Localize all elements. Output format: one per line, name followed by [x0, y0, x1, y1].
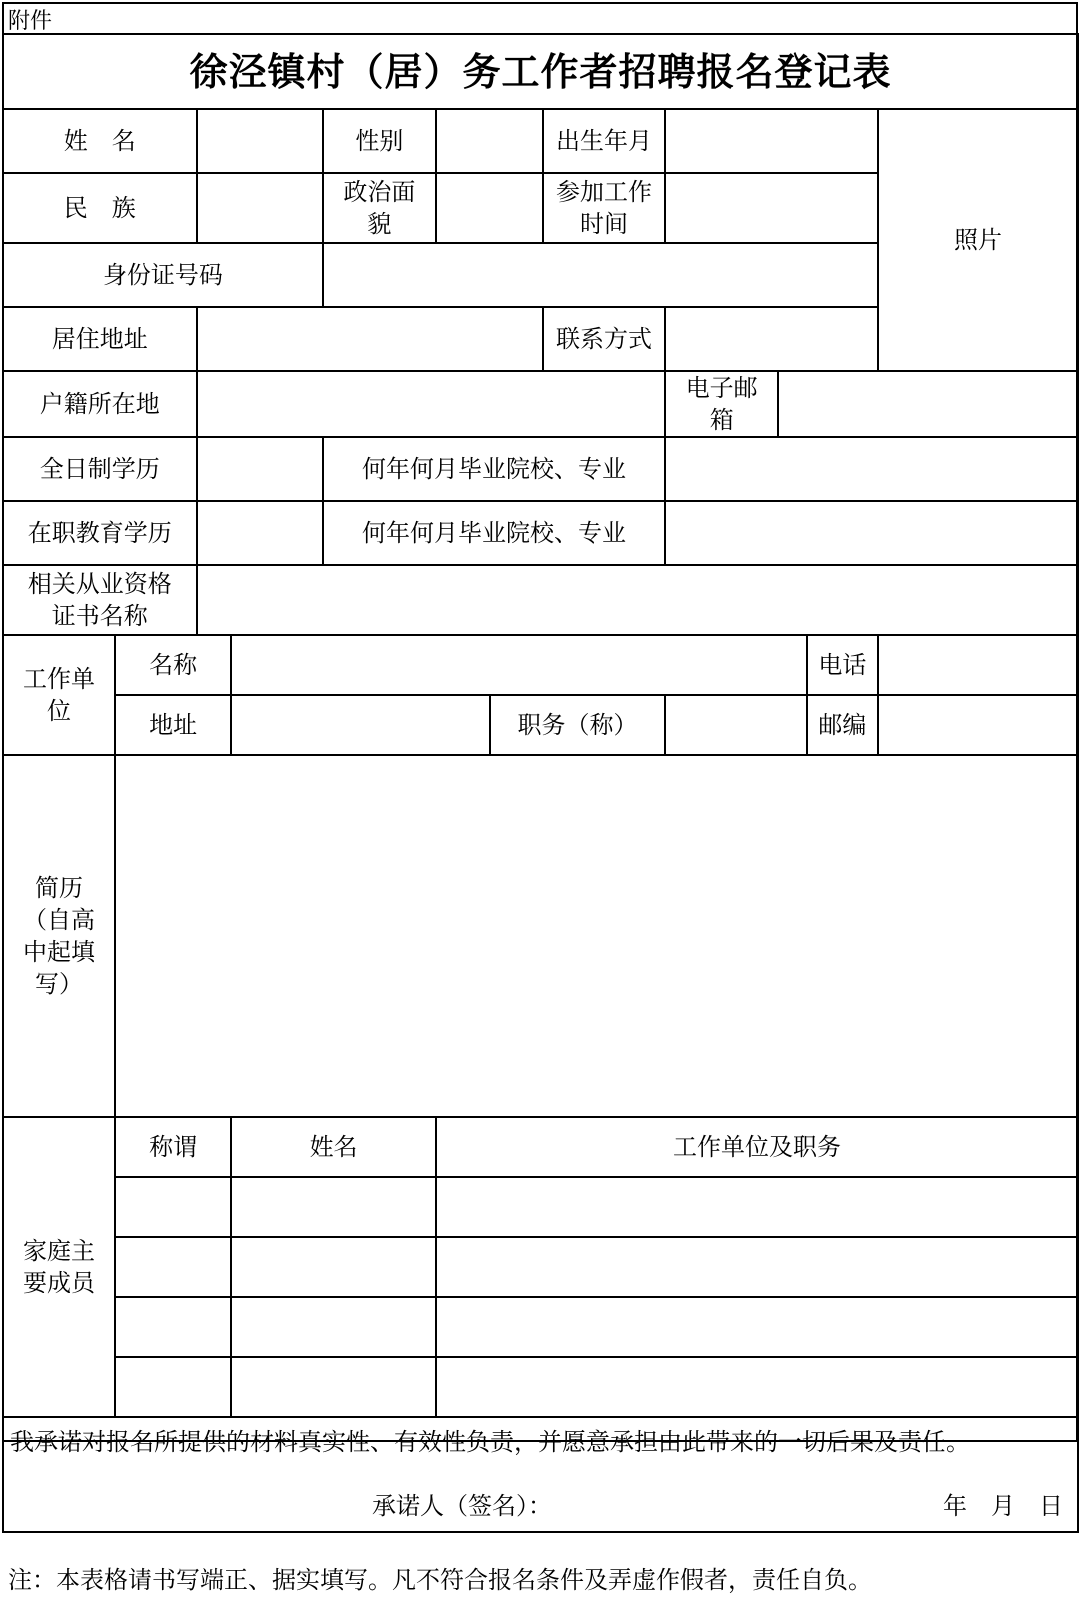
address-label: 居住地址: [3, 307, 197, 371]
certificate-input[interactable]: [197, 565, 1078, 635]
family-relation-input[interactable]: [115, 1357, 231, 1417]
name-label: 姓 名: [3, 109, 197, 173]
work-unit-name-label: 名称: [115, 635, 231, 695]
family-header-name: 姓名: [231, 1117, 436, 1177]
family-workplace-input[interactable]: [436, 1297, 1078, 1357]
fulltime-edu-input[interactable]: [197, 437, 323, 501]
photo-box[interactable]: [878, 109, 1078, 371]
id-number-label: 身份证号码: [3, 243, 323, 307]
family-name-input[interactable]: [231, 1357, 436, 1417]
work-unit-position-label: 职务（称）: [490, 695, 665, 755]
birth-label: 出生年月: [543, 109, 665, 173]
gender-label: 性别: [323, 109, 436, 173]
name-input[interactable]: [197, 109, 323, 173]
work-unit-label: 工作单 位: [3, 635, 115, 755]
family-name-input[interactable]: [231, 1297, 436, 1357]
footnote: 注：本表格请书写端正、据实填写。凡不符合报名条件及弄虚作假者，责任自负。: [8, 1566, 872, 1594]
family-name-input[interactable]: [231, 1177, 436, 1237]
work-unit-phone-label: 电话: [807, 635, 878, 695]
attachment-label: 附件: [8, 9, 53, 34]
family-header-workplace: 工作单位及职务: [436, 1117, 1078, 1177]
work-unit-address-input[interactable]: [231, 695, 490, 755]
family-header-relation: 称谓: [115, 1117, 231, 1177]
photo-label: 照片: [954, 226, 1003, 254]
political-status-label: 政治面 貌: [323, 173, 436, 243]
family-relation-input[interactable]: [115, 1297, 231, 1357]
family-row: [3, 1177, 1078, 1237]
ethnicity-label: 民 族: [3, 173, 197, 243]
id-number-input[interactable]: [323, 243, 878, 307]
registration-form-table: [2, 33, 1079, 1533]
resume-label: 简历 （自高 中起填 写）: [3, 755, 115, 1117]
family-row: [3, 1237, 1078, 1297]
work-start-label: 参加工作 时间: [543, 173, 665, 243]
political-status-input[interactable]: [436, 173, 543, 243]
work-unit-phone-input[interactable]: [878, 635, 1078, 695]
contact-label: 联系方式: [543, 307, 665, 371]
pledge-section: [3, 1417, 1078, 1532]
address-input[interactable]: [197, 307, 543, 371]
birth-input[interactable]: [665, 109, 878, 173]
email-input[interactable]: [778, 371, 1078, 437]
hukou-input[interactable]: [197, 371, 666, 437]
inservice-edu-input[interactable]: [197, 501, 323, 565]
pledge-text: 我承诺对报名所提供的材料真实性、有效性负责，并愿意承担由此带来的一切后果及责任。: [10, 1428, 970, 1456]
work-unit-name-input[interactable]: [231, 635, 807, 695]
contact-input[interactable]: [665, 307, 878, 371]
family-relation-input[interactable]: [115, 1177, 231, 1237]
family-workplace-input[interactable]: [436, 1357, 1078, 1417]
family-members-label: 家庭主 要成员: [3, 1117, 115, 1417]
grad-info-label-2: 何年何月毕业院校、专业: [323, 501, 665, 565]
family-workplace-input[interactable]: [436, 1177, 1078, 1237]
grad-info-input-2[interactable]: [665, 501, 1078, 565]
inservice-edu-label: 在职教育学历: [3, 501, 197, 565]
ethnicity-input[interactable]: [197, 173, 323, 243]
work-unit-position-input[interactable]: [665, 695, 807, 755]
work-unit-postcode-label: 邮编: [807, 695, 878, 755]
form-title: 徐泾镇村（居）务工作者招聘报名登记表: [3, 34, 1078, 109]
gender-input[interactable]: [436, 109, 543, 173]
grad-info-label-1: 何年何月毕业院校、专业: [323, 437, 665, 501]
resume-input[interactable]: [115, 755, 1078, 1117]
family-workplace-input[interactable]: [436, 1237, 1078, 1297]
work-unit-address-label: 地址: [115, 695, 231, 755]
email-label: 电子邮 箱: [665, 371, 778, 437]
certificate-label: 相关从业资格 证书名称: [3, 565, 197, 635]
work-start-input[interactable]: [665, 173, 878, 243]
signature-label[interactable]: 承诺人（签名）：: [372, 1492, 552, 1520]
signature-date[interactable]: 年 月 日: [943, 1492, 1063, 1520]
hukou-label: 户籍所在地: [3, 371, 197, 437]
grad-info-input-1[interactable]: [665, 437, 1078, 501]
fulltime-edu-label: 全日制学历: [3, 437, 197, 501]
family-row: [3, 1297, 1078, 1357]
family-name-input[interactable]: [231, 1237, 436, 1297]
family-row: [3, 1357, 1078, 1417]
family-relation-input[interactable]: [115, 1237, 231, 1297]
work-unit-postcode-input[interactable]: [878, 695, 1078, 755]
